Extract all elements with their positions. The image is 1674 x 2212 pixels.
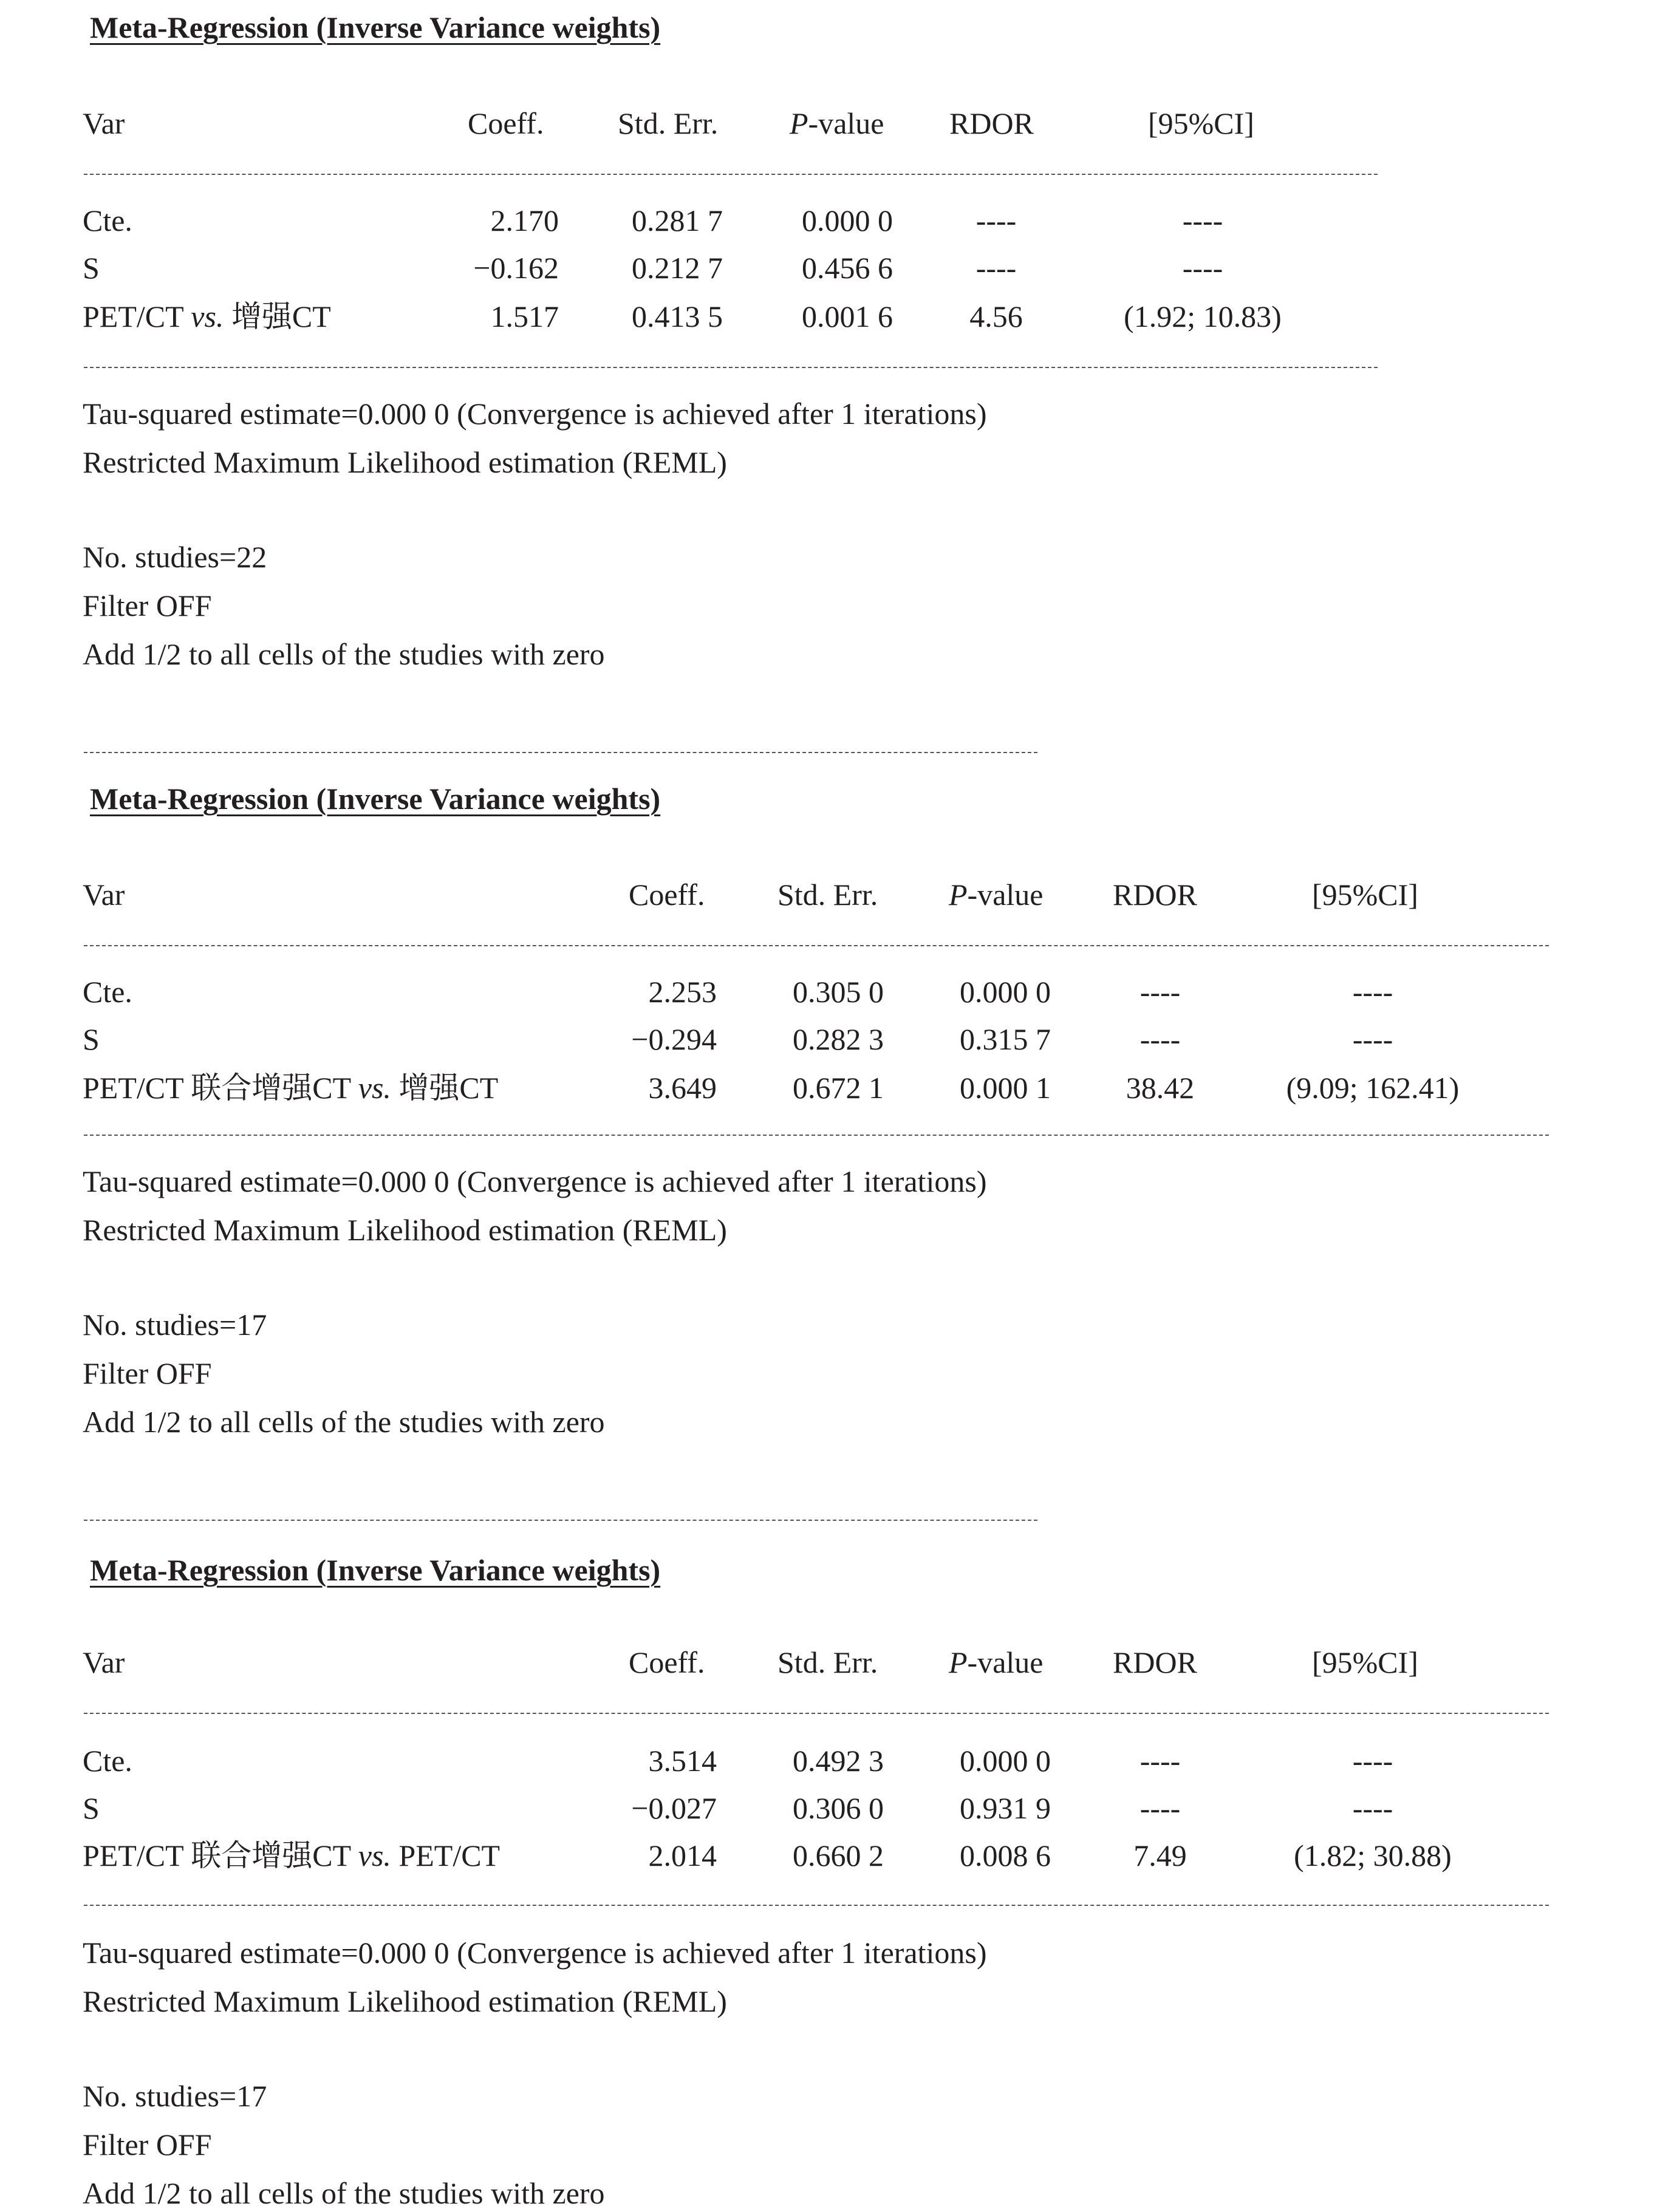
- row-p-value: 0.931 9: [960, 1791, 1051, 1825]
- p-suffix: -value: [808, 106, 884, 140]
- divider-line: [84, 367, 1378, 368]
- vs-label: vs.: [191, 299, 224, 333]
- row-coeff: 2.253: [648, 975, 717, 1009]
- row-coeff: 2.014: [648, 1838, 717, 1872]
- row-p-value: 0.315 7: [960, 1022, 1051, 1056]
- header-std-err: Std. Err.: [618, 106, 719, 140]
- p-suffix: -value: [967, 878, 1044, 912]
- row-std-err: 0.660 2: [793, 1838, 884, 1872]
- header-std-err: Std. Err.: [777, 878, 878, 912]
- add-note: Add 1/2 to all cells of the studies with zero: [83, 2176, 605, 2210]
- var-part: PET/CT: [391, 1838, 500, 1872]
- row-var: S: [83, 1022, 100, 1056]
- vs-label: vs.: [358, 1838, 391, 1872]
- row-rdor: ----: [1139, 1791, 1181, 1825]
- studies-count: No. studies=17: [83, 2079, 267, 2113]
- header-coeff: Coeff.: [629, 1645, 705, 1679]
- divider-line: [84, 1713, 1549, 1714]
- row-rdor: ----: [1139, 975, 1181, 1009]
- row-var: [83, 301, 331, 332]
- var-part: 增强CT: [391, 1071, 499, 1105]
- studies-count: No. studies=22: [83, 540, 267, 574]
- tau-note: Tau-squared estimate=0.000 0 (Convergence is achieved after 1 iterations): [83, 1164, 987, 1198]
- var-part: 增强CT: [224, 299, 331, 333]
- row-var: S: [83, 251, 100, 285]
- section-separator: [84, 1520, 1037, 1521]
- row-ci: ----: [1352, 1022, 1393, 1056]
- header-p-value: [949, 1647, 1043, 1678]
- reml-note: Restricted Maximum Likelihood estimation (REML): [83, 445, 727, 479]
- row-rdor: ----: [975, 203, 1017, 237]
- row-std-err: 0.282 3: [793, 1022, 884, 1056]
- row-ci: ----: [1182, 203, 1223, 237]
- row-p-value: 0.000 0: [960, 1744, 1051, 1778]
- row-coeff: 2.170: [490, 203, 559, 237]
- header-p-value: [790, 108, 884, 138]
- row-ci: (9.09; 162.41): [1286, 1071, 1460, 1105]
- row-var: [83, 1073, 498, 1103]
- row-std-err: 0.413 5: [632, 299, 723, 333]
- section-separator: [84, 752, 1037, 753]
- row-p-value: 0.001 6: [802, 299, 893, 333]
- var-part: PET/CT: [83, 299, 191, 333]
- divider-line: [84, 945, 1549, 946]
- vs-label: vs.: [358, 1071, 391, 1105]
- row-ci: ----: [1182, 251, 1223, 285]
- p-suffix: -value: [967, 1645, 1044, 1679]
- header-p-value: [949, 879, 1043, 910]
- header-std-err: Std. Err.: [777, 1645, 878, 1679]
- studies-count: No. studies=17: [83, 1308, 267, 1342]
- header-ci: [95%CI]: [1148, 106, 1254, 140]
- row-coeff: −0.162: [473, 251, 559, 285]
- row-coeff: −0.294: [631, 1022, 717, 1056]
- tau-note: Tau-squared estimate=0.000 0 (Convergence is achieved after 1 iterations): [83, 397, 987, 431]
- section-title: Meta-Regression (Inverse Variance weights): [90, 782, 661, 816]
- section-title: Meta-Regression (Inverse Variance weights): [90, 1553, 661, 1587]
- row-std-err: 0.281 7: [632, 203, 723, 237]
- row-rdor: ----: [1139, 1022, 1181, 1056]
- row-ci: (1.92; 10.83): [1124, 299, 1282, 333]
- row-var: Cte.: [83, 203, 132, 237]
- reml-note: Restricted Maximum Likelihood estimation (REML): [83, 1984, 727, 2018]
- header-coeff: Coeff.: [468, 106, 544, 140]
- row-std-err: 0.492 3: [793, 1744, 884, 1778]
- row-var: S: [83, 1791, 100, 1825]
- p-letter: P: [949, 1645, 968, 1679]
- section-title: Meta-Regression (Inverse Variance weights): [90, 10, 661, 44]
- header-rdor: RDOR: [1113, 1645, 1197, 1679]
- filter-status: Filter OFF: [83, 1356, 212, 1390]
- var-part: PET/CT 联合增强CT: [83, 1071, 358, 1105]
- row-std-err: 0.212 7: [632, 251, 723, 285]
- row-ci: ----: [1352, 1791, 1393, 1825]
- header-ci: [95%CI]: [1312, 1645, 1418, 1679]
- row-var: Cte.: [83, 1744, 132, 1778]
- var-part: PET/CT 联合增强CT: [83, 1838, 358, 1872]
- filter-status: Filter OFF: [83, 589, 212, 623]
- row-std-err: 0.305 0: [793, 975, 884, 1009]
- row-coeff: 3.514: [648, 1744, 717, 1778]
- row-p-value: 0.000 0: [802, 203, 893, 237]
- header-var: Var: [83, 878, 125, 912]
- divider-line: [84, 174, 1378, 175]
- tau-note: Tau-squared estimate=0.000 0 (Convergence is achieved after 1 iterations): [83, 1936, 987, 1970]
- row-coeff: 1.517: [490, 299, 559, 333]
- row-p-value: 0.000 0: [960, 975, 1051, 1009]
- row-p-value: 0.456 6: [802, 251, 893, 285]
- row-p-value: 0.000 1: [960, 1071, 1051, 1105]
- row-var: [83, 1840, 500, 1871]
- p-letter: P: [949, 878, 968, 912]
- row-var: Cte.: [83, 975, 132, 1009]
- row-std-err: 0.672 1: [793, 1071, 884, 1105]
- header-var: Var: [83, 1645, 125, 1679]
- header-rdor: RDOR: [949, 106, 1034, 140]
- row-std-err: 0.306 0: [793, 1791, 884, 1825]
- row-rdor: 4.56: [969, 299, 1023, 333]
- add-note: Add 1/2 to all cells of the studies with zero: [83, 637, 605, 671]
- add-note: Add 1/2 to all cells of the studies with zero: [83, 1405, 605, 1439]
- row-ci: ----: [1352, 1744, 1393, 1778]
- divider-line: [84, 1135, 1549, 1136]
- row-ci: (1.82; 30.88): [1294, 1838, 1452, 1872]
- reml-note: Restricted Maximum Likelihood estimation (REML): [83, 1213, 727, 1247]
- p-letter: P: [790, 106, 808, 140]
- row-coeff: 3.649: [648, 1071, 717, 1105]
- row-p-value: 0.008 6: [960, 1838, 1051, 1872]
- row-ci: ----: [1352, 975, 1393, 1009]
- row-rdor: 38.42: [1126, 1071, 1195, 1105]
- row-rdor: ----: [1139, 1744, 1181, 1778]
- header-var: Var: [83, 106, 125, 140]
- header-coeff: Coeff.: [629, 878, 705, 912]
- row-rdor: 7.49: [1133, 1838, 1187, 1872]
- divider-line: [84, 1905, 1549, 1906]
- row-rdor: ----: [975, 251, 1017, 285]
- filter-status: Filter OFF: [83, 2128, 212, 2162]
- header-ci: [95%CI]: [1312, 878, 1418, 912]
- row-coeff: −0.027: [631, 1791, 717, 1825]
- header-rdor: RDOR: [1113, 878, 1197, 912]
